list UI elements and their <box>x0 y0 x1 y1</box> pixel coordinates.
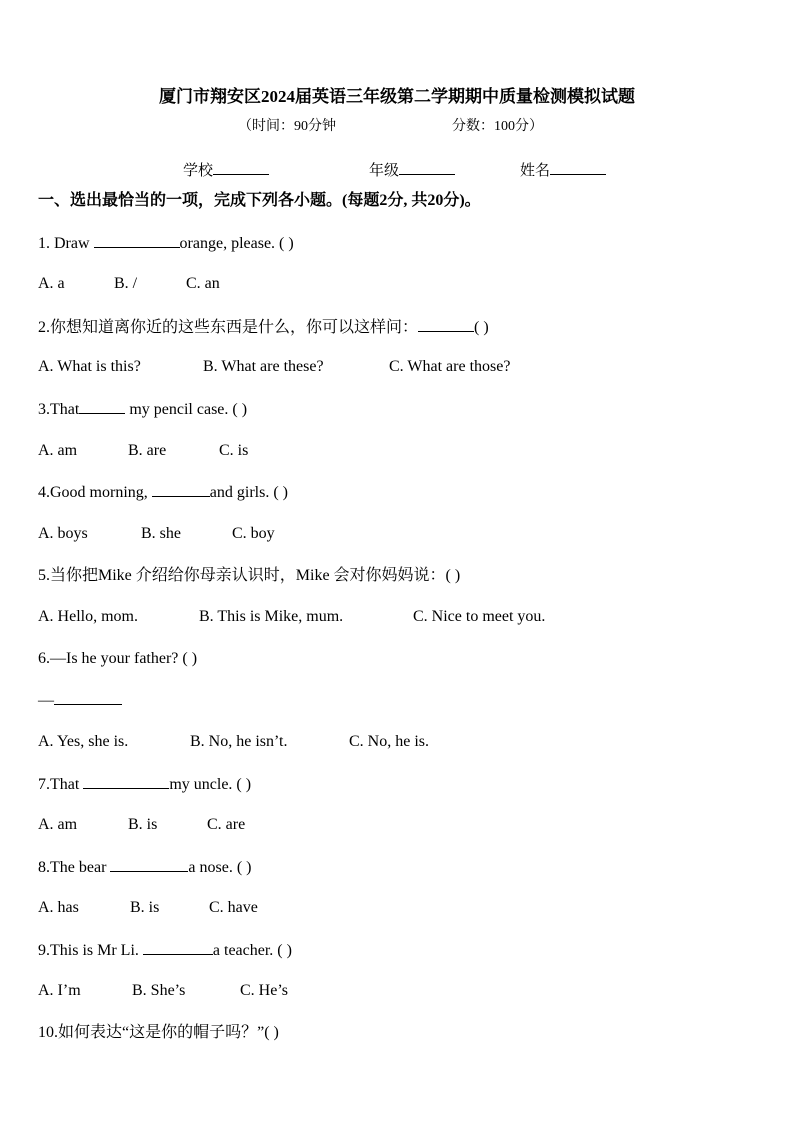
option-a[interactable]: A. I’m <box>38 982 81 999</box>
question-10 <box>38 1023 279 1043</box>
option-b[interactable]: B. What are these? <box>203 358 324 375</box>
option-a[interactable]: A. am <box>38 816 78 833</box>
question-text-end: and girls. ( ) <box>209 484 288 501</box>
question-text: 2.你想知道离你近的这些东西是什么，你可以这样问： <box>38 319 419 336</box>
section-heading: 一、选出最恰当的一项，完成下列各小题。(每题2分, 共20分)。 <box>38 192 481 209</box>
exam-score: 分数：100分） <box>452 119 543 134</box>
answer-blank[interactable] <box>143 940 213 955</box>
question-text: 7.That <box>38 776 84 793</box>
option-a[interactable]: A. boys <box>38 525 88 542</box>
answer-blank[interactable] <box>110 857 188 872</box>
question-1 <box>38 233 294 254</box>
page-title: 厦门市翔安区2024届英语三年级第二学期期中质量检测模拟试题 <box>159 87 635 106</box>
answer-dash: — <box>38 692 54 709</box>
question-text: 4.Good morning, <box>38 484 152 501</box>
name-label: 姓名 <box>520 163 551 179</box>
option-c[interactable]: C. is <box>219 442 249 459</box>
option-a[interactable]: A. Hello, mom. <box>38 608 138 625</box>
option-c[interactable]: C. What are those? <box>389 358 511 375</box>
question-3 <box>38 399 247 420</box>
option-b[interactable]: B. are <box>128 442 167 459</box>
answer-blank[interactable] <box>83 774 169 789</box>
answer-blank[interactable] <box>152 482 210 497</box>
question-5 <box>38 566 460 586</box>
option-a[interactable]: A. a <box>38 275 65 292</box>
option-a[interactable]: A. Yes, she is. <box>38 733 129 750</box>
grade-label: 年级 <box>369 163 400 179</box>
option-b[interactable]: B. she <box>141 525 181 542</box>
option-c[interactable]: C. are <box>207 816 246 833</box>
option-c[interactable]: C. Nice to meet you. <box>413 608 546 625</box>
name-blank[interactable] <box>550 160 606 175</box>
option-c[interactable]: C. have <box>209 899 258 916</box>
question-text: 10.如何表达“这是你的帽子吗？”( ) <box>38 1024 279 1041</box>
question-8 <box>38 857 252 878</box>
option-b[interactable]: B. / <box>114 275 138 292</box>
grade-field <box>369 160 455 181</box>
question-text-end: my pencil case. ( ) <box>125 401 248 418</box>
question-text: 5.当你把Mike 介绍给你母亲认识时，Mike 会对你妈妈说：( ) <box>38 567 461 584</box>
option-a[interactable]: A. has <box>38 899 79 916</box>
option-a[interactable]: A. What is this? <box>38 358 141 375</box>
question-text: 1. Draw <box>38 235 94 252</box>
option-c[interactable]: C. boy <box>232 525 275 542</box>
question-text: 6.—Is he your father? ( ) <box>38 650 198 667</box>
question-text: 3.That <box>38 401 80 418</box>
school-field <box>183 160 269 181</box>
option-c[interactable]: C. He’s <box>240 982 288 999</box>
question-text: 9.This is Mr Li. <box>38 942 143 959</box>
question-2 <box>38 317 489 338</box>
option-b[interactable]: B. is <box>128 816 158 833</box>
option-b[interactable]: B. She’s <box>132 982 186 999</box>
option-c[interactable]: C. an <box>186 275 220 292</box>
question-text-end: a nose. ( ) <box>188 859 252 876</box>
question-6 <box>38 649 197 669</box>
answer-blank[interactable] <box>54 690 122 705</box>
option-c[interactable]: C. No, he is. <box>349 733 429 750</box>
question-text: 8.The bear <box>38 859 111 876</box>
answer-blank[interactable] <box>94 233 180 248</box>
school-blank[interactable] <box>213 160 269 175</box>
answer-blank[interactable] <box>418 317 474 332</box>
question-text-end: orange, please. ( ) <box>179 235 294 252</box>
exam-time: （时间：90分钟 <box>238 119 336 134</box>
option-a[interactable]: A. am <box>38 442 78 459</box>
option-b[interactable]: B. This is Mike, mum. <box>199 608 344 625</box>
name-field <box>520 160 606 181</box>
option-b[interactable]: B. is <box>130 899 160 916</box>
school-label: 学校 <box>183 163 214 179</box>
question-text-end: my uncle. ( ) <box>169 776 252 793</box>
grade-blank[interactable] <box>399 160 455 175</box>
answer-line <box>38 690 122 711</box>
question-9 <box>38 940 292 961</box>
question-4 <box>38 482 288 503</box>
question-text-end: a teacher. ( ) <box>212 942 292 959</box>
question-7 <box>38 774 251 795</box>
answer-blank[interactable] <box>79 399 125 414</box>
question-text-end: ( ) <box>474 319 489 336</box>
option-b[interactable]: B. No, he isn’t. <box>190 733 288 750</box>
